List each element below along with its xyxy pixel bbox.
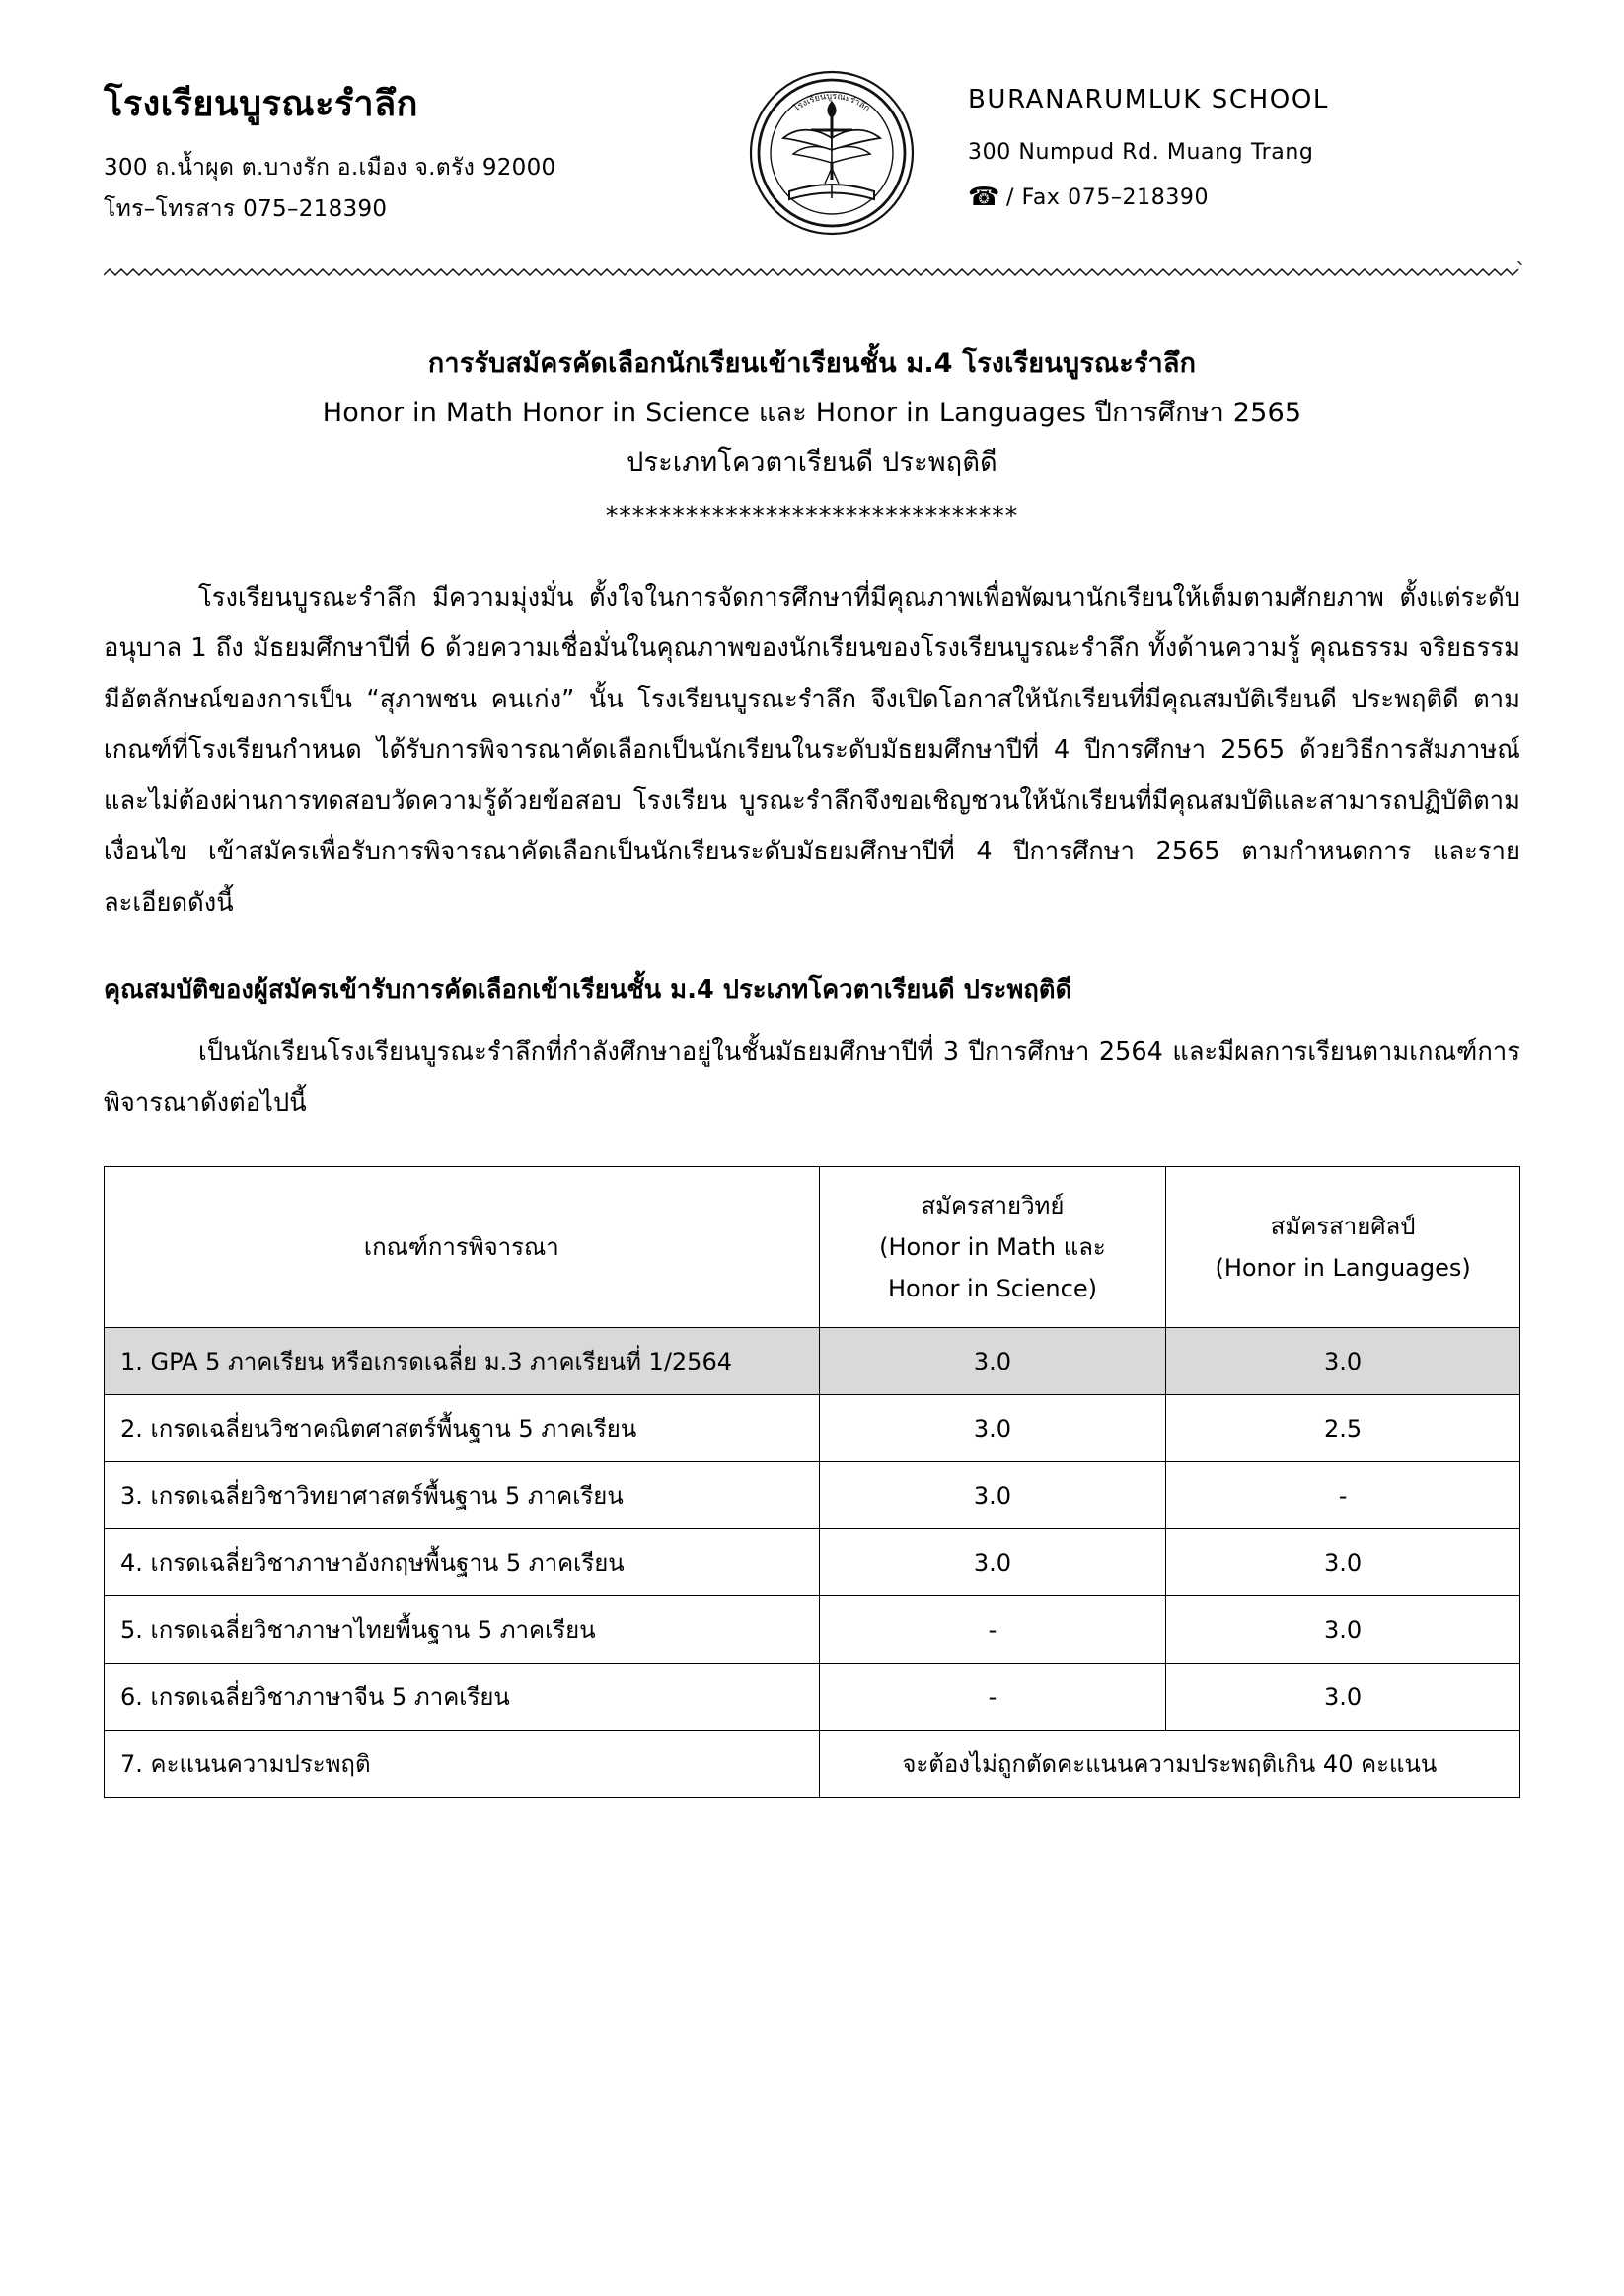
qualifications-heading: คุณสมบัติของผู้สมัครเข้ารับการคัดเลือกเข้าเรียนชั้น ม.4 ประเภทโควตาเรียนดี ประพฤติดี xyxy=(104,975,1072,1005)
criteria-table-body xyxy=(105,1328,1520,1798)
row-science-value: 3.0 xyxy=(819,1395,1166,1462)
school-phone-thai: โทร–โทรสาร 075–218390 xyxy=(104,196,388,223)
header-arts-line2: (Honor in Languages) xyxy=(1215,1254,1471,1283)
school-fax-english xyxy=(968,185,1520,210)
table-row xyxy=(105,1596,1520,1664)
criteria-table xyxy=(104,1166,1520,1798)
table-row xyxy=(105,1529,1520,1596)
intro-paragraph: โรงเรียนบูรณะรำลึก มีความมุ่งมั่น ตั้งใจในการจัดการศึกษาที่มีคุณภาพเพื่อพัฒนานักเรียนให้เต็มตามศักยภาพ ตั้งแต่ระดับอนุบาล 1 ถึง มัธยมศึกษาปีที่ 6 ด้วยความเชื่อมั่นในคุณภาพของนักเรียนของโรงเรียนบูรณะรำลึก ทั้งด้านความรู้ คุณธรรม จริยธรรม มีอัตลักษณ์ของการเป็น “สุภาพชน คนเก่ง” นั้น โรงเรียนบูรณะรำลึก จึงเปิดโอกาสให้นักเรียนที่มีคุณสมบัติเรียนดี ประพฤติดี ตามเกณฑ์ที่โรงเรียนกำหนด ได้รับการพิจารณาคัดเลือกเป็นนักเรียนในระดับมัธยมศึกษาปีที่ 4 ปีการศึกษา 2565 ด้วยวิธีการสัมภาษณ์ และไม่ต้องผ่านการทดสอบวัดความรู้ด้วยข้อสอบ โรงเรียน บูรณะรำลึกจึงขอเชิญชวนให้นักเรียนที่มีคุณสมบัติและสามารถปฏิบัติตามเงื่อนไข เข้าสมัครเพื่อรับการพิจารณาคัดเลือกเป็นนักเรียนระดับมัธยมศึกษาปีที่ 4 ปีการศึกษา 2565 ตามกำหนดการ และรายละเอียดดังนี้ xyxy=(104,582,1520,918)
row-label: 2. เกรดเฉลี่ยนวิชาคณิตศาสตร์พื้นฐาน 5 ภาคเรียน xyxy=(105,1395,820,1462)
school-address-thai: 300 ถ.น้ำผุด ต.บางรัก อ.เมือง จ.ตรัง 92000 xyxy=(104,154,556,181)
table-row xyxy=(105,1731,1520,1798)
telephone-icon: ☎ xyxy=(968,183,1000,212)
header-arts-track xyxy=(1166,1167,1520,1328)
table-row xyxy=(105,1462,1520,1529)
letterhead-thai-block xyxy=(104,69,696,231)
row-label: 4. เกรดเฉลี่ยวิชาภาษาอังกฤษพื้นฐาน 5 ภาคเรียน xyxy=(105,1529,820,1596)
header-divider xyxy=(104,260,1526,288)
row-science-value: - xyxy=(819,1664,1166,1731)
letterhead xyxy=(104,69,1520,237)
table-header-row xyxy=(105,1167,1520,1328)
header-science-track xyxy=(819,1167,1166,1328)
row-label: 6. เกรดเฉลี่ยวิชาภาษาจีน 5 ภาคเรียน xyxy=(105,1664,820,1731)
row-arts-value: 3.0 xyxy=(1166,1664,1520,1731)
row-label: 1. GPA 5 ภาคเรียน หรือเกรดเฉลี่ย ม.3 ภาคเรียนที่ 1/2564 xyxy=(105,1328,820,1395)
table-row xyxy=(105,1664,1520,1731)
row-arts-value: 3.0 xyxy=(1166,1596,1520,1664)
title-star-separator: ******************************* xyxy=(605,500,1019,530)
school-address-english: 300 Numpud Rd. Muang Trang xyxy=(968,140,1314,165)
row-label: 3. เกรดเฉลี่ยวิชาวิทยาศาสตร์พื้นฐาน 5 ภาคเรียน xyxy=(105,1462,820,1529)
header-arts-line1: สมัครสายศิลป์ xyxy=(1270,1213,1416,1241)
svg-text:โรงเรียนบูรณะรำลึก: โรงเรียนบูรณะรำลึก xyxy=(791,91,872,114)
row-arts-value: 3.0 xyxy=(1166,1328,1520,1395)
row-label: 5. เกรดเฉลี่ยวิชาภาษาไทยพื้นฐาน 5 ภาคเรียน xyxy=(105,1596,820,1664)
criteria-table-head xyxy=(105,1167,1520,1328)
header-science-line1: สมัครสายวิทย์ xyxy=(921,1192,1065,1221)
title-line-2: Honor in Math Honor in Science และ Honor in Languages ปีการศึกษา 2565 xyxy=(322,397,1302,428)
header-criteria: เกณฑ์การพิจารณา xyxy=(105,1167,820,1328)
row-science-value: 3.0 xyxy=(819,1328,1166,1395)
school-name-english: BURANARUMLUK SCHOOL xyxy=(968,85,1329,114)
title-line-3: ประเภทโควตาเรียนดี ประพฤติดี xyxy=(627,446,997,478)
divider-tick-mark: ` xyxy=(1515,260,1526,285)
school-logo-container xyxy=(713,69,950,237)
table-row xyxy=(105,1395,1520,1462)
fax-number-text: / Fax 075–218390 xyxy=(1006,185,1210,210)
qualifications-paragraph: เป็นนักเรียนโรงเรียนบูรณะรำลึกที่กำลังศึกษาอยู่ในชั้นมัธยมศึกษาปีที่ 3 ปีการศึกษา 2564 และมีผลการเรียนตามเกณฑ์การพิจารณาดังต่อไปนี้ xyxy=(104,1037,1520,1118)
row-science-value: 3.0 xyxy=(819,1529,1166,1596)
school-name-thai: โรงเรียนบูรณะรำลึก xyxy=(104,84,418,124)
row-science-value: 3.0 xyxy=(819,1462,1166,1529)
row-arts-value: 3.0 xyxy=(1166,1529,1520,1596)
row-science-value: - xyxy=(819,1596,1166,1664)
table-row xyxy=(105,1328,1520,1395)
row-arts-value: 2.5 xyxy=(1166,1395,1520,1462)
row-label: 7. คะแนนความประพฤติ xyxy=(105,1731,820,1798)
title-line-1: การรับสมัครคัดเลือกนักเรียนเข้าเรียนชั้น ม.4 โรงเรียนบูรณะรำลึก xyxy=(427,348,1197,379)
document-title xyxy=(104,339,1520,530)
header-science-line2: (Honor in Math และ xyxy=(879,1233,1106,1262)
row-arts-value: - xyxy=(1166,1462,1520,1529)
header-science-line3: Honor in Science) xyxy=(887,1275,1097,1303)
school-seal-icon xyxy=(748,69,916,237)
row-conduct-note: จะต้องไม่ถูกตัดคะแนนความประพฤติเกิน 40 คะแนน xyxy=(819,1731,1519,1798)
letterhead-english-block xyxy=(968,69,1520,210)
